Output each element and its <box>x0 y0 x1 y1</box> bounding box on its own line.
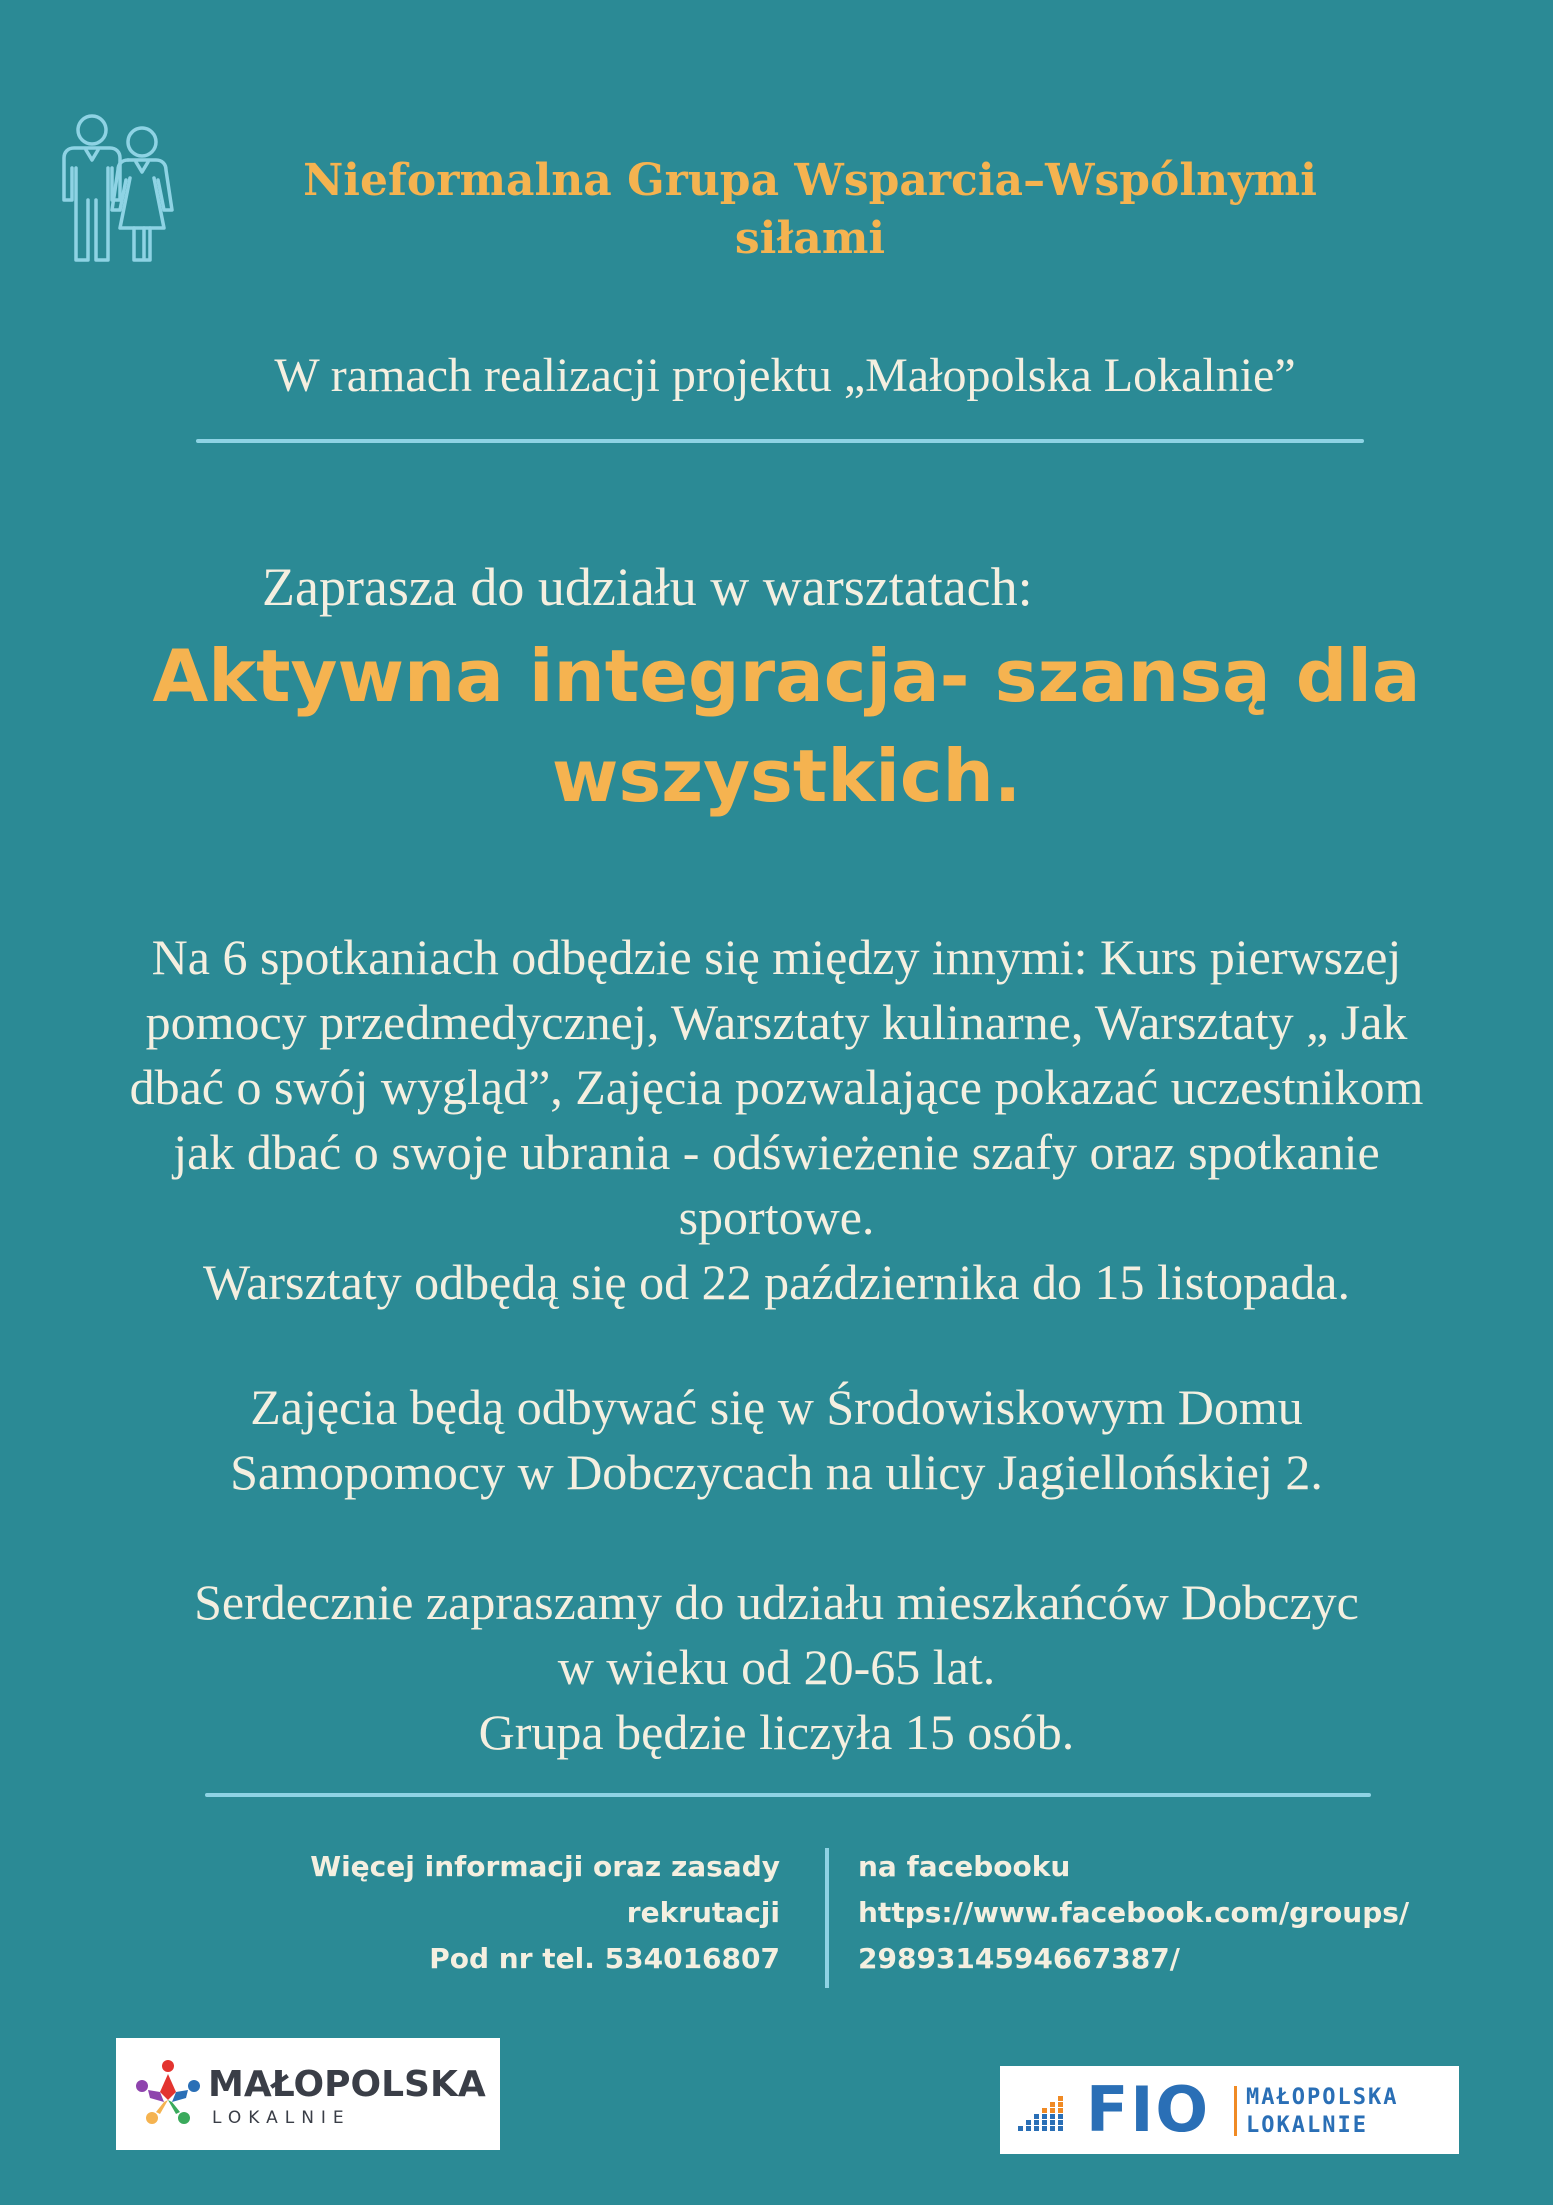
project-line: W ramach realizacji projektu „Małopolska Lokalnie” <box>274 349 1296 402</box>
fio-malopolska-logo <box>1000 2066 1459 2154</box>
malopolska-wordmark: MAŁOPOLSKA <box>208 2064 486 2105</box>
star-people-icon <box>132 2056 204 2128</box>
fio-malopolska-text <box>1246 2084 1398 2140</box>
lokalnie-wordmark: LOKALNIE <box>212 2108 351 2128</box>
organization-title-line2: siłami <box>734 213 886 264</box>
workshop-title-line1: Aktywna integracja- szansą dla <box>152 634 1421 718</box>
fio-wordmark: FIO <box>1086 2073 1211 2146</box>
workshop-title-line2: wszystkich. <box>551 734 1022 818</box>
divider-bottom <box>205 1793 1371 1797</box>
dates-line: Warsztaty odbędą się od 22 października do 15 listopada. <box>203 1254 1350 1310</box>
agenda-line: sportowe. <box>678 1189 875 1245</box>
people-couple-icon <box>58 108 178 264</box>
location-line: Samopomocy w Dobczycach na ulicy Jagiellońskiej 2. <box>230 1444 1323 1500</box>
organization-title-line1: Nieformalna Grupa Wsparcia–Wspólnymi <box>303 155 1317 206</box>
invite-intro: Zaprasza do udziału w warsztatach: <box>262 557 1033 617</box>
facebook-link-id[interactable]: 2989314594667387/ <box>858 1942 1180 1975</box>
agenda-line: dbać o swój wygląd”, Zajęcia pozwalające pokazać uczestnikom <box>129 1059 1424 1115</box>
invitation-paragraph <box>30 1570 1523 1765</box>
location-line: Zajęcia będą odbywać się w Środowiskowym Domu <box>250 1379 1303 1435</box>
agenda-paragraph <box>30 925 1523 1250</box>
contact-facebook-block <box>858 1844 1508 1982</box>
workshop-title <box>60 626 1513 826</box>
malopolska-lokalnie-logo <box>116 2038 500 2150</box>
invitation-line: w wieku od 20-65 lat. <box>557 1639 996 1695</box>
dates-paragraph <box>30 1250 1523 1315</box>
agenda-line: jak dbać o swoje ubrania - odświeżenie szafy oraz spotkanie <box>173 1124 1380 1180</box>
facebook-label: na facebooku <box>858 1850 1071 1883</box>
fio-separator <box>1234 2086 1237 2136</box>
contact-phone[interactable]: Pod nr tel. 534016807 <box>429 1942 780 1975</box>
agenda-line: pomocy przedmedycznej, Warsztaty kulinarne, Warsztaty „ Jak <box>145 994 1408 1050</box>
location-paragraph <box>30 1375 1523 1505</box>
invitation-line: Serdecznie zapraszamy do udziału mieszkańców Dobczyc <box>194 1574 1359 1630</box>
facebook-link[interactable]: https://www.facebook.com/groups/ <box>858 1896 1410 1929</box>
contact-info-line: rekrutacji <box>626 1896 780 1929</box>
contact-info-line: Więcej informacji oraz zasady <box>310 1850 780 1883</box>
organization-title <box>230 152 1390 268</box>
invitation-line: Grupa będzie liczyła 15 osób. <box>478 1704 1075 1760</box>
divider-top <box>196 439 1364 443</box>
contact-separator <box>825 1848 829 1988</box>
contact-phone-block <box>230 1844 780 1982</box>
fio-text-line2: LOKALNIE <box>1246 2113 1368 2138</box>
fio-text-line1: MAŁOPOLSKA <box>1246 2085 1399 2110</box>
fio-dots-icon <box>1016 2088 1076 2134</box>
agenda-line: Na 6 spotkaniach odbędzie się między innymi: Kurs pierwszej <box>151 929 1402 985</box>
